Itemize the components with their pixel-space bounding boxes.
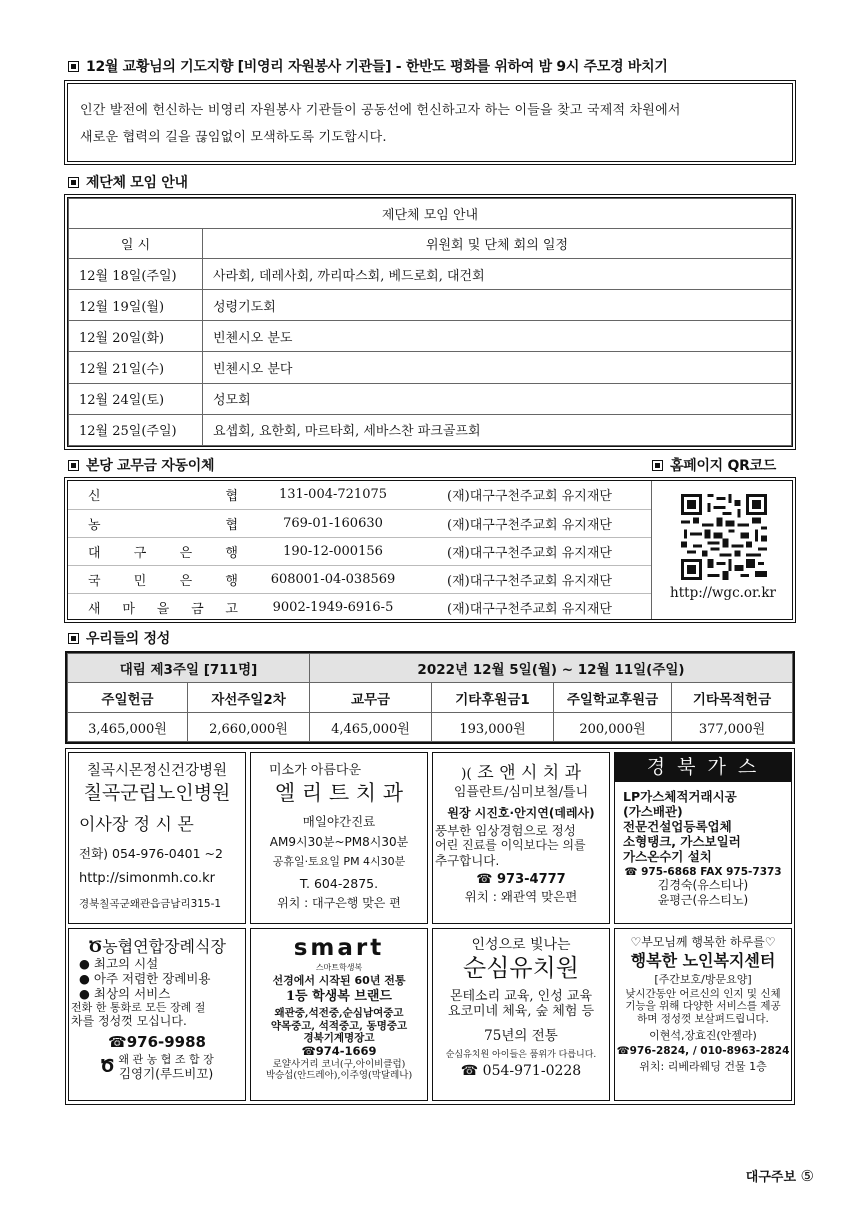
nonghyup-logo-icon: Ծ (88, 937, 103, 956)
ad-happy-senior-center: ♡부모님께 행복한 하루를♡ 행복한 노인복지센터 [주간보호/방문요양] 낮시간동안 어르신의 인지 및 신체 기능을 위해 다양한 서비스를 제공 하며 정성껏 보살펴드립니다. 이현석,장효진(안젤라) ☎976-2824, / 010-8963-2824 위치: 리베라웨딩 건물 1층 (614, 928, 792, 1101)
qr-code-icon[interactable] (681, 494, 767, 580)
ad-elite-dental: 미소가 아름다운 엘 리 트 치 과 매일야간진료 AM9시30분~PM8시30분 공휴일·토요일 PM 4시30분 T. 604-2875. 위치 : 대구은행 맞은 편 (250, 752, 428, 924)
offering-right-title: 2022년 12월 5일(월) ~ 12월 11일(주일) (310, 654, 793, 683)
table-row: 새 마 을 금 고 9002-1949-6916-5 (재)대구구천주교회 유지재단 (88, 599, 612, 617)
qr-heading: 홈페이지 QR코드 (652, 455, 776, 475)
prayer-box (67, 83, 793, 162)
homepage-url[interactable]: http://wgc.or.kr (670, 585, 776, 601)
meetings-table-box (67, 197, 793, 447)
meetings-table (68, 198, 792, 446)
tooth-logo-icon: )( (460, 766, 472, 782)
bank-heading: 본당 교무금 자동이체 (68, 455, 214, 475)
table-row: 12월 20일(화) 빈첸시오 분도 (69, 321, 792, 352)
ad-gyeongbuk-gas: 경 북 가 스 LP가스체적거래시공 (가스배관) 전문건설업등록업체 소형탱크, 가스보일러 가스온수기 설치 ☎ 975-6868 FAX 975-7373 김경숙(유스티나) 윤평근(유스티노) (614, 752, 792, 924)
bank-box (67, 480, 793, 620)
meetings-table-title: 제단체 모임 안내 (69, 199, 792, 229)
ad-joan-dental: )( 조 앤 시 치 과 임플란트/심미보철/틀니 원장 시진호·안지연(데레사) 풍부한 임상경험으로 정성 어린 진료를 이익보다는 의를 추구합니다. ☎ 973-4777 위치 : 왜관역 맞은편 (432, 752, 610, 924)
col-date-header: 일 시 (69, 229, 203, 259)
table-row: 12월 25일(주일) 요셉회, 요한회, 마르타회, 세바스찬 파크골프회 (69, 414, 792, 445)
offering-left-title: 대림 제3주일 [711명] (68, 654, 310, 683)
table-row: 12월 24일(토) 성모회 (69, 383, 792, 414)
square-bullet-icon (68, 460, 79, 471)
ad-simon-hospital: 칠곡시몬정신건강병원 칠곡군립노인병원 이사장 정 시 몬 전화) 054-976-0401 ~2 http://simonmh.co.kr 경북칠곡군왜관읍금남리315-1 (68, 752, 246, 924)
square-bullet-icon (68, 633, 79, 644)
meetings-heading: 제단체 모임 안내 (68, 172, 188, 192)
prayer-heading: 12월 교황님의 기도지향 [비영리 자원봉사 기관들] - 한반도 평화를 위하여 밤 9시 주모경 바치기 (68, 56, 668, 76)
offering-table: 대림 제3주일 [711명] 2022년 12월 5일(월) ~ 12월 11일(주일) 주일헌금 자선주일2차 교무금 기타후원금1 주일학교후원금 기타목적헌금 3,465,000원 2,660,000원 4,465,000원 193,000원 200,000원 377,000원 (67, 653, 793, 742)
prayer-line: 인간 발전에 헌신하는 비영리 자원봉사 기관들이 공동선에 헌신하고자 하는 이들을 찾고 국제적 차원에서 (80, 103, 681, 118)
offering-heading: 우리들의 정성 (68, 628, 170, 648)
nonghyup-logo-icon: Ծ (100, 1056, 115, 1078)
table-row: 국 민 은 행 608001-04-038569 (재)대구구천주교회 유지재단 (68, 565, 651, 593)
table-row: 신 협 131-004-721075 (재)대구구천주교회 유지재단 (68, 481, 651, 509)
table-row: 12월 18일(주일) 사라회, 데레사회, 까리따스회, 베드로회, 대건회 (69, 259, 792, 290)
table-row: 12월 21일(수) 빈첸시오 분다 (69, 352, 792, 383)
square-bullet-icon (68, 177, 79, 188)
table-row: 12월 19일(월) 성령기도회 (69, 290, 792, 321)
col-schedule-header: 위원회 및 단체 회의 일정 (203, 229, 792, 259)
ad-smart-uniform: smart 스마트학생복 선경에서 시작된 60년 전통 1등 학생복 브랜드 왜관중,석전중,순심남여중고 약목중고, 석적중고, 동명중고 경북기계명장고 ☎974-1669 로얄사거리 코너(구,아이비클럽) 박승섭(안드레아),이주영(막달레나) (250, 928, 428, 1101)
page-footer: 대구주보 ⑤ (745, 1167, 814, 1185)
offering-box (65, 651, 795, 744)
table-row: 대 구 은 행 190-12-000156 (재)대구구천주교회 유지재단 (68, 537, 651, 565)
ad-nonghyup-funeral: Ծ농협연합장례식장 ● 최고의 시설 ● 아주 저렴한 장례비용 ● 최상의 서비스 전화 한 통화로 모든 장례 절 차를 정성껏 모십니다. ☎976-9988 Ծ 왜 관 농 협 조 합 장 김영기(루드비꼬) (68, 928, 246, 1101)
page-number: ⑤ (800, 1167, 814, 1185)
square-bullet-icon (68, 61, 79, 72)
bank-table (68, 481, 651, 621)
prayer-line: 새로운 협력의 길을 끊임없이 모색하도록 기도합시다. (80, 130, 387, 145)
square-bullet-icon (652, 460, 663, 471)
ad-sunsim-kindergarten: 인성으로 빛나는 순심유치원 몬테소리 교육, 인성 교육 요코미네 체육, 숲 체험 등 75년의 전통 순심유치원 아이들은 품위가 다릅니다. ☎ 054-971-0228 (432, 928, 610, 1101)
table-row: 농 협 769-01-160630 (재)대구구천주교회 유지재단 (68, 509, 651, 537)
smart-logo: smart (293, 935, 385, 961)
